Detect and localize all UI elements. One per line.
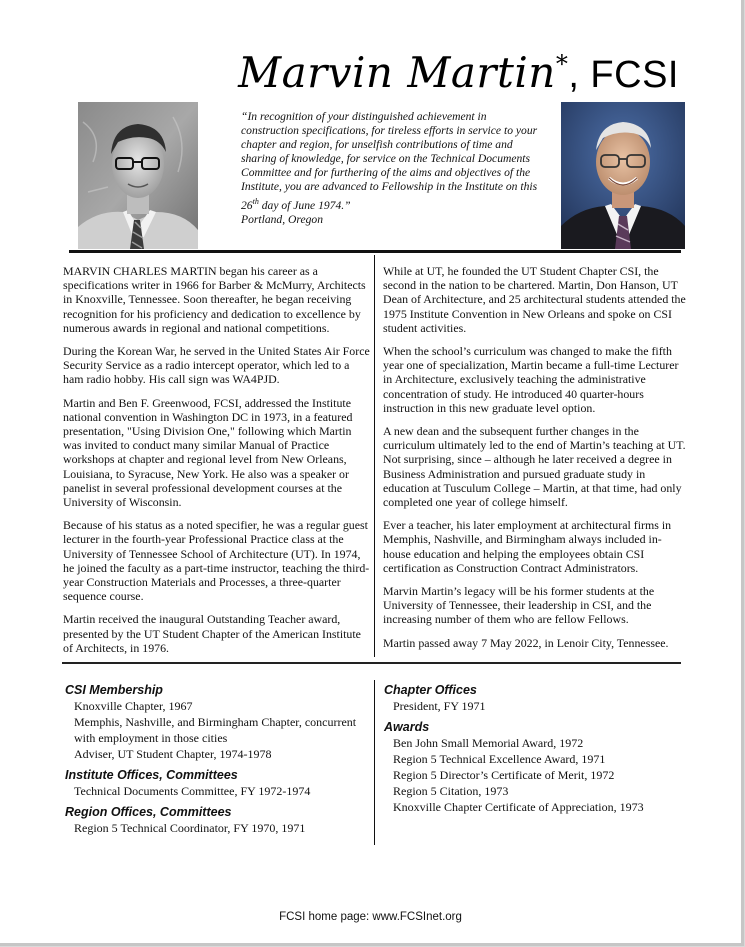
section-item: Region 5 Technical Coordinator, FY 1970, 1971 (74, 821, 306, 835)
column-divider (374, 255, 375, 657)
section-heading: Institute Offices, Committees (65, 768, 238, 782)
section-heading: Region Offices, Committees (65, 805, 232, 819)
column-divider (374, 680, 375, 845)
section-item: Knoxville Chapter Certificate of Appreciation, 1973 (393, 800, 644, 814)
section-item: Region 5 Technical Excellence Award, 1971 (393, 752, 606, 766)
section-item: Ben John Small Memorial Award, 1972 (393, 736, 584, 750)
section-rule (62, 662, 681, 664)
bio-paragraph: MARVIN CHARLES MARTIN began his career as a specifications writer in 1966 for Barber & McMurry, Architects in Knoxville, Tennessee. Soon thereafter, he began receiving recognition for his proficiency and dedication to excellence by numerous awards in regional and national competitions. (63, 264, 366, 335)
section-item: Region 5 Director’s Certificate of Merit, 1972 (393, 768, 615, 782)
bio-paragraph: A new dean and the subsequent further changes in the curriculum ultimately led to the end of Martin’s teaching at UT. Not surprising, since – although he later received a degree in Business Administration and pursued graduate study in education at Tusculum College – Martin, at that time, had only completed one year of college himself. (383, 424, 686, 510)
section-heading: CSI Membership (65, 683, 163, 697)
section-item: Region 5 Citation, 1973 (393, 784, 509, 798)
fellowship-citation: “In recognition of your distinguished achievement in construction specifications, for tireless efforts in service to your chapter and region, for unselfish contributions of time and sharing of knowledge, for service on the Technical Documents Committee and for furthering of the aims and objectives of the Institute, you are advanced to Fellowship in the Institute on this 26th day of June 1974.” Portland, Oregon (241, 110, 538, 226)
bio-paragraph: Marvin Martin’s legacy will be his former students at the University of Tennessee, their leadership in CSI, and the increasing number of them who are fellow Fellows. (383, 584, 655, 627)
footer-link[interactable]: FCSI home page: www.FCSInet.org (279, 911, 462, 923)
bio-paragraph: Ever a teacher, his later employment at architectural firms in Memphis, Nashville, and Birmingham always included in-house education and helping the employees obtain CSI certification as Construction Contract Administrators. (383, 518, 672, 575)
bio-paragraph: During the Korean War, he served in the United States Air Force Security Service as a radio intercept operator, which led to a ham radio hobby. His call sign was WA4PJD. (63, 344, 370, 387)
citation-location: Portland, Oregon (241, 212, 324, 226)
bio-paragraph: Because of his status as a noted specifier, he was a regular guest lecturer in the fourth-year Professional Practice class at the University of Tennessee School of Architecture (UT). In 1974, he joined the faculty as a part-time instructor, teaching the third-year Construction Materials and Processes, a three-quarter sequence course. (63, 518, 370, 604)
section-heading: Awards (384, 720, 430, 734)
portrait-photo-young (78, 102, 198, 249)
section-item: President, FY 1971 (393, 699, 486, 713)
bio-paragraph: When the school’s curriculum was changed to make the fifth year one of specialization, Martin became a full-time Lecturer in Architecture, exclusively teaching the administrative concentration of study. He introduced 40 quarter-hours instruction in this new graduate level option. (383, 344, 679, 415)
bio-paragraph: Martin passed away 7 May 2022, in Lenoir City, Tennessee. (383, 635, 669, 650)
bio-paragraph: While at UT, he founded the UT Student Chapter CSI, the second in the nation to be chartered. Martin, Don Hanson, UT Dean of Architecture, and 25 architectural students attended the 1975 Institute Convention in New Orleans and spoke on CSI student activities. (383, 264, 686, 335)
section-item: Knoxville Chapter, 1967 (74, 699, 193, 713)
bio-column-right (383, 264, 689, 659)
bio-paragraph: Martin and Ben F. Greenwood, FCSI, addressed the Institute national convention in Washington DC in 1973, in a featured presentation, "Using Division One," following which Martin was invited to conduct many similar Manual of Practice workshops at chapter and regional level from New Orleans, Louisiana, to Syracuse, New York. He also was a speaker or panelist in several professional development courses at the University of Wisconsin. (63, 395, 353, 510)
section-item: Technical Documents Committee, FY 1972-1974 (74, 784, 311, 798)
section-item: Adviser, UT Student Chapter, 1974-1978 (74, 747, 272, 761)
section-heading: Chapter Offices (384, 683, 477, 697)
fellow-star: * (555, 50, 569, 78)
header-rule (69, 250, 681, 253)
page-title: Marvin Martin*, FCSI (238, 48, 679, 97)
service-record-right (384, 682, 684, 815)
bio-paragraph: Martin received the inaugural Outstanding Teacher award, presented by the UT Student Chapter of the American Institute of Architects, in 1976. (63, 612, 361, 655)
service-record-left (65, 682, 365, 836)
bio-column-left (63, 264, 370, 664)
section-item: Memphis, Nashville, and Birmingham Chapter, concurrent with employment in those cities (74, 715, 357, 745)
portrait-photo-older (561, 102, 685, 249)
